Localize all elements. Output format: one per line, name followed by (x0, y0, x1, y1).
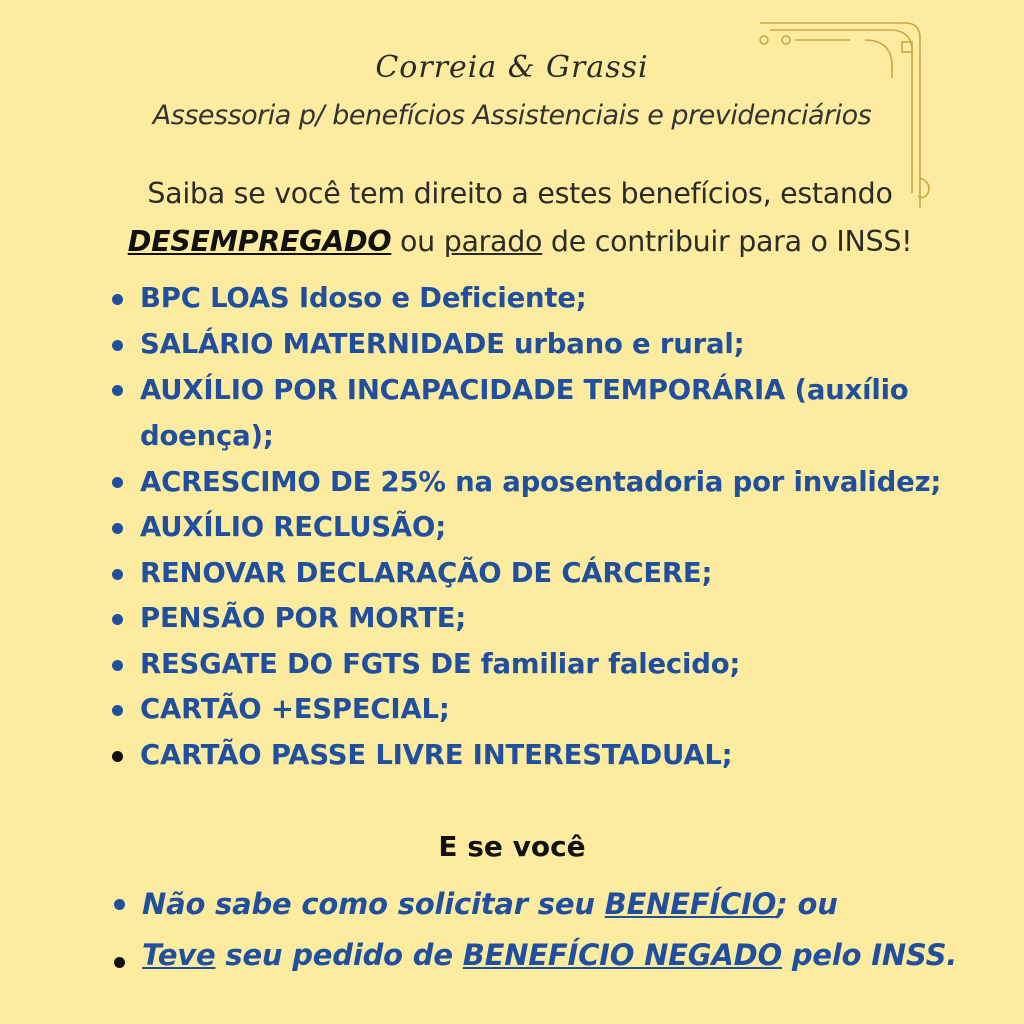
followup-2-underlined: BENEFÍCIO NEGADO (462, 938, 782, 972)
benefit-label: SALÁRIO MATERNIDADE urbano e rural; (140, 327, 745, 360)
followup-1-after: ; ou (776, 887, 838, 921)
followup-2-middle: seu pedido de (215, 938, 463, 972)
intro-line-1: Saiba se você tem direito a estes benefícios, estando (147, 177, 893, 210)
list-item (112, 642, 972, 688)
bullet-icon (112, 569, 123, 580)
followup-1-before: Não sabe como solicitar seu (142, 887, 605, 921)
intro-connector: ou (391, 225, 444, 258)
list-item (112, 367, 972, 459)
benefit-label: BPC LOAS Idoso e Deficiente; (140, 282, 587, 314)
intro-keyword: DESEMPREGADO (127, 225, 392, 258)
benefit-label: AUXÍLIO POR INCAPACIDADE TEMPORÁRIA (auxílio doença); (140, 374, 909, 452)
bullet-icon (112, 477, 123, 488)
list-item (112, 322, 972, 368)
list-item (112, 505, 972, 551)
list-item (112, 596, 972, 642)
bullet-icon (112, 294, 123, 305)
bullet-icon (112, 705, 123, 716)
list-item (112, 276, 972, 322)
brand-name: Correia & Grassi (375, 50, 649, 85)
followup-2-after: pelo INSS. (781, 938, 958, 972)
list-item (112, 882, 972, 926)
benefit-label: CARTÃO +ESPECIAL; (140, 693, 450, 725)
bullet-icon (112, 751, 123, 762)
intro-underlined: parado (443, 225, 543, 258)
bullet-icon (112, 660, 123, 671)
benefit-label: AUXÍLIO RECLUSÃO; (140, 511, 446, 543)
followup-2-before: Teve (142, 938, 216, 972)
benefit-label: ACRESCIMO DE 25% na aposentadoria por invalidez; (140, 466, 942, 498)
followup-heading: E se você (438, 830, 586, 863)
bullet-icon (114, 957, 125, 968)
list-item (112, 551, 972, 597)
benefit-label: RESGATE DO FGTS DE familiar falecido; (140, 647, 741, 680)
bullet-icon (112, 385, 123, 396)
bullet-icon (114, 899, 125, 910)
bullet-icon (112, 523, 123, 534)
benefit-label: RENOVAR DECLARAÇÃO DE CÁRCERE; (140, 556, 713, 589)
benefit-label: PENSÃO POR MORTE; (140, 602, 467, 634)
intro-rest: de contribuir para o INSS! (542, 225, 913, 258)
bullet-icon (112, 340, 123, 351)
followup-list (112, 882, 972, 971)
benefits-list (112, 276, 972, 778)
list-item (112, 687, 972, 733)
followup-1-underlined: BENEFÍCIO (604, 887, 777, 921)
list-item (112, 459, 972, 505)
bullet-icon (112, 614, 123, 625)
benefit-label: CARTÃO PASSE LIVRE INTERESTADUAL; (140, 738, 733, 771)
list-item (112, 733, 972, 779)
intro-text (60, 170, 980, 266)
list-item (112, 940, 972, 971)
tagline: Assessoria p/ benefícios Assistenciais e previdenciários (152, 100, 872, 131)
